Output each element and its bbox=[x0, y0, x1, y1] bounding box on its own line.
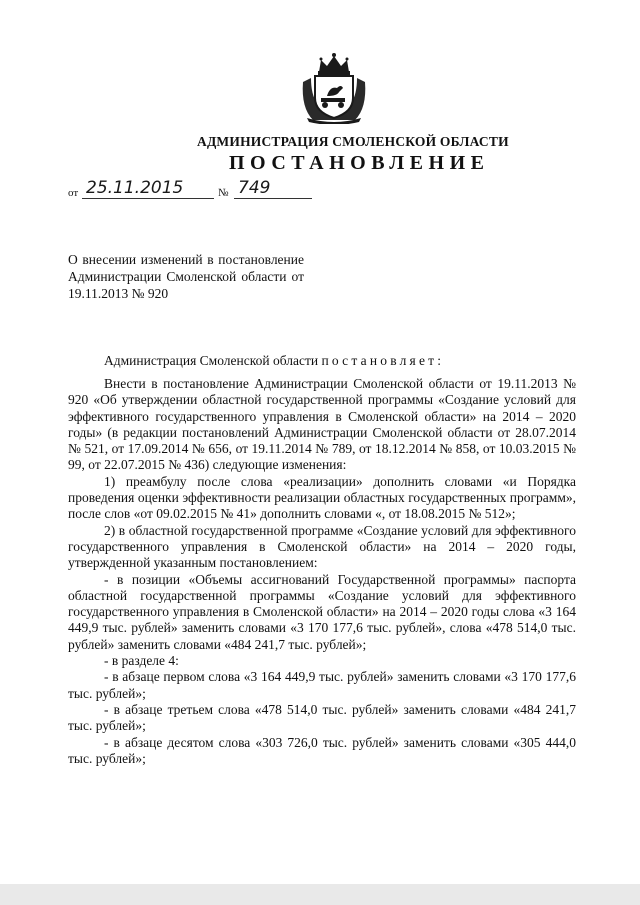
paragraph: 2) в областной государственной программе «Создание условий для эффективного государственного управления в Смоленской области» на 2014 – 2020 годы, утвержденной указанным постановлением: bbox=[68, 522, 576, 571]
document-type-title: ПОСТАНОВЛЕНИЕ bbox=[229, 152, 490, 174]
page-bottom-strip bbox=[0, 884, 640, 905]
handwritten-number: 749 bbox=[238, 178, 271, 198]
intro-subject: Администрация Смоленской области bbox=[104, 353, 319, 368]
paragraph: - в разделе 4: bbox=[104, 653, 179, 669]
subject-block: О внесении изменений в постановление Администрации Смоленской области от 19.11.2013 № 920 bbox=[68, 252, 304, 301]
date-underline bbox=[82, 198, 214, 199]
paragraph: Внести в постановление Администрации Смоленской области от 19.11.2013 № 920 «Об утверждении областной государственной программы «Создание условий для эффективного государственного управления в Смоленской области» на 2014 – 2020 годы» (в редакции постановлений Администрации Смоленской области от 28.07.2014 № 521, от 17.09.2014 № 656, от 19.11.2014 № 789, от 18.12.2014 № 858, от 10.03.2015 № 99, от 22.07.2015 № 436) следующие изменения: bbox=[68, 376, 576, 473]
paragraph: - в позиции «Объемы ассигнований Государственной программы» паспорта областной государственной программы «Создание условий для эффективного государственного управления в Смоленской области» на 2014 – 2020 годы слова «3 164 449,9 тыс. рублей» заменить словами «3 170 177,6 тыс. рублей», слова «478 514,0 тыс. рублей» заменить словами «484 241,7 тыс. рублей»; bbox=[68, 571, 576, 652]
coat-of-arms-emblem bbox=[297, 52, 371, 124]
document-body bbox=[68, 376, 576, 767]
handwritten-date: 25.11.2015 bbox=[86, 178, 184, 198]
number-underline bbox=[234, 198, 312, 199]
intro-line bbox=[104, 353, 444, 369]
number-label: № bbox=[218, 187, 229, 199]
paragraph: - в абзаце десятом слова «303 726,0 тыс. рублей» заменить словами «305 444,0 тыс. рублей»; bbox=[68, 734, 576, 766]
date-label: от bbox=[68, 187, 79, 199]
paragraph: - в абзаце первом слова «3 164 449,9 тыс. рублей» заменить словами «3 170 177,6 тыс. рублей»; bbox=[68, 669, 576, 701]
intro-verb: постановляет: bbox=[321, 353, 445, 368]
organization-title: АДМИНИСТРАЦИЯ СМОЛЕНСКОЙ ОБЛАСТИ bbox=[197, 134, 509, 149]
paragraph: 1) преамбулу после слова «реализации» дополнить словами «и Порядка проведения оценки эффективности реализации областных государственных программ», после слов «от 09.02.2015 № 41» дополнить словами «, от 18.08.2015 № 512»; bbox=[68, 473, 576, 522]
date-number-line bbox=[68, 178, 328, 202]
paragraph: - в абзаце третьем слова «478 514,0 тыс. рублей» заменить словами «484 241,7 тыс. рублей»; bbox=[68, 701, 576, 734]
